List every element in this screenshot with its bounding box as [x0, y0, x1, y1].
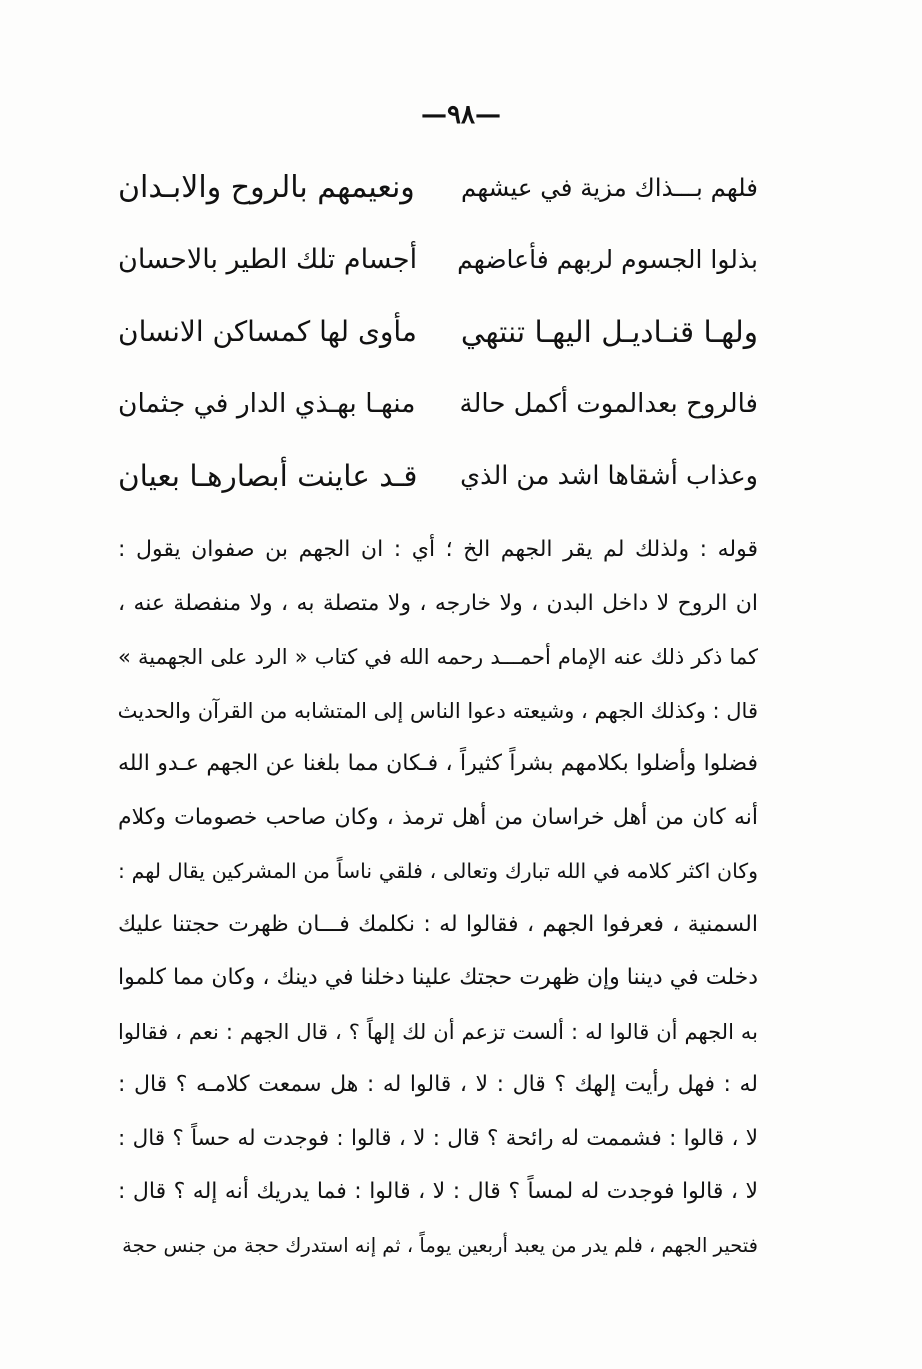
verse-first-hemistich: ولهـا قنـاديـل اليهـا تنتهي — [460, 315, 758, 349]
commentary-line: به الجهم أن قالوا له : ألست تزعم أن لك إلهاً ؟ ، قال الجهم : نعم ، فقالوا — [118, 1019, 758, 1044]
page-number: —٩٨— — [421, 100, 501, 130]
commentary-line: له : فهل رأيت إلهك ؟ قال : لا ، قالوا له : هل سمعت كلامـه ؟ قال : — [118, 1072, 758, 1097]
commentary-line: لا ، قالوا : فشممت له رائحة ؟ قال : لا ، قالوا : فوجدت له حساً ؟ قال : — [118, 1125, 758, 1151]
verse-first-hemistich: فلهم بـــذاك مزية في عيشهم — [461, 173, 758, 202]
commentary-line: دخلت في ديننا وإن ظهرت حجتك علينا دخلنا في دينك ، وكان مما كلموا — [118, 965, 758, 990]
commentary-text — [118, 527, 758, 1276]
commentary-line: لا ، قالوا فوجدت له لمساً ؟ قال : لا ، قالوا : فما يدريك أنه إله ؟ قال : — [118, 1179, 758, 1204]
verse-line — [118, 448, 758, 520]
commentary-line: قوله : ولذلك لم يقر الجهم الخ ؛ أي : ان الجهم بن صفوان يقول : — [118, 537, 758, 562]
verse-line — [118, 160, 758, 232]
verse-second-hemistich: منهـا بهـذي الدار في جثمان — [118, 388, 416, 419]
commentary-line: وكان اكثر كلامه في الله تبارك وتعالى ، فلقي ناساً من المشركين يقال لهم : — [118, 859, 758, 883]
verse-first-hemistich: بذلوا الجسوم لربهم فأعاضهم — [457, 245, 758, 274]
verse-second-hemistich: ونعيمهم بالروح والابـدان — [118, 170, 415, 205]
verse-line — [118, 376, 758, 448]
verse-line — [118, 304, 758, 376]
commentary-line: فتحير الجهم ، فلم يدر من يعبد أربعين يوماً ، ثم إنه استدرك حجة من جنس حجة — [122, 1233, 758, 1257]
commentary-line: أنه كان من أهل خراسان من أهل ترمذ ، وكان صاحب خصومات وكلام — [118, 804, 758, 830]
verse-second-hemistich: أجسام تلك الطير بالاحسان — [118, 244, 418, 275]
verse-first-hemistich: وعذاب أشقاها اشد من الذي — [460, 461, 758, 491]
commentary-line: فضلوا وأضلوا بكلامهم بشراً كثيراً ، فـكان مما بلغنا عن الجهم عـدو الله — [118, 751, 758, 776]
verse-first-hemistich: فالروح بعدالموت أكمل حالة — [459, 389, 758, 419]
commentary-line: كما ذكر ذلك عنه الإمام أحمـــد رحمه الله في كتاب « الرد على الجهمية » — [118, 645, 758, 669]
commentary-line: قال : وكذلك الجهم ، وشيعته دعوا الناس إلى المتشابه من القرآن والحديث — [118, 698, 758, 723]
poem-verses — [118, 160, 758, 520]
verse-second-hemistich: مأوى لها كمساكن الانسان — [118, 315, 417, 348]
commentary-line: السمنية ، فعرفوا الجهم ، فقالوا له : نكلمك فـــان ظهرت حجتنا عليك — [118, 911, 758, 937]
verse-line — [118, 232, 758, 304]
verse-second-hemistich: قـد عاينت أبصارهـا بعيان — [118, 459, 418, 493]
commentary-line: ان الروح لا داخل البدن ، ولا خارجه ، ولا متصلة به ، ولا منفصلة عنه ، — [118, 590, 758, 616]
